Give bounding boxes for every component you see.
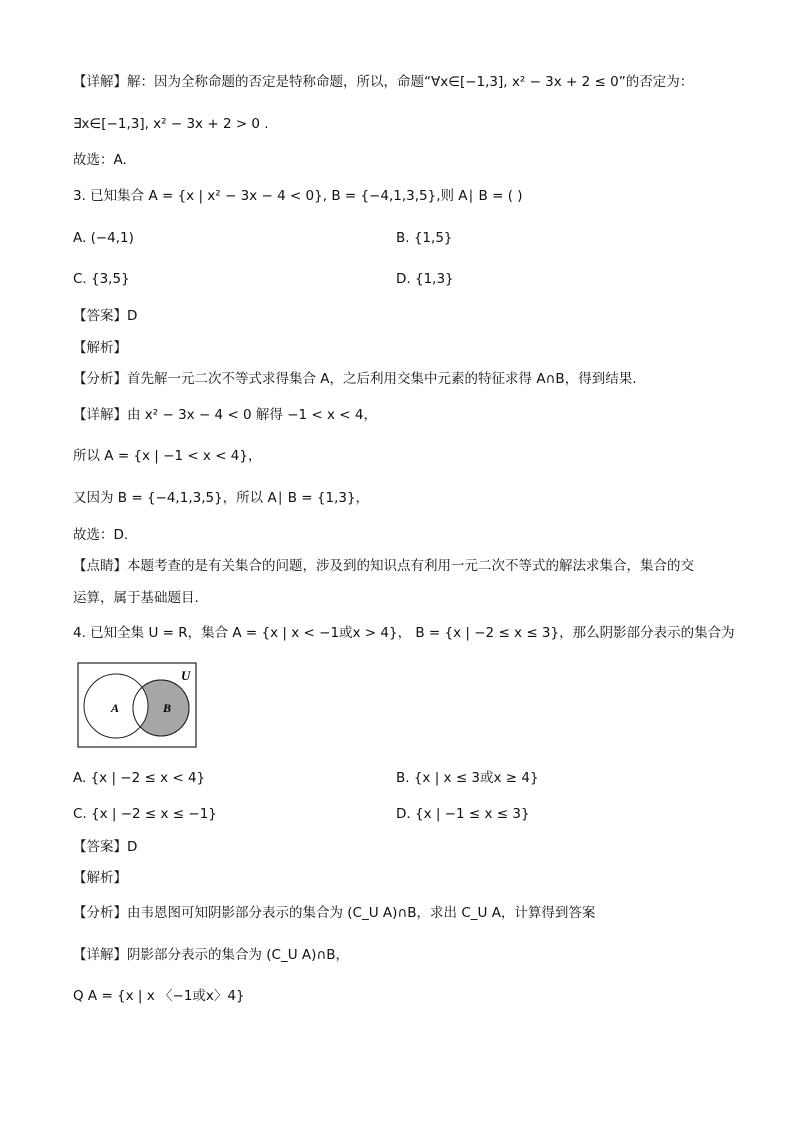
q3-option-b: B. {1,5}	[396, 230, 453, 246]
q3-comment-2: 运算，属于基础题目.	[73, 590, 199, 606]
q4-analysis: 【分析】由韦恩图可知阴影部分表示的集合为 (C_U A)∩B，求出 C_U A，计算得到答案	[73, 905, 596, 921]
q3-option-a: A. (−4,1)	[73, 230, 134, 246]
q4-detail-2: Q A = {x | x 〈−1或x〉4}	[73, 988, 245, 1004]
q3-detail-2: 所以 A = {x | −1 < x < 4}，	[73, 448, 262, 464]
question-4-stem: 4. 已知全集 U = R，集合 A = {x | x < −1或x > 4}， B = {x | −2 ≤ x ≤ 3}，那么阴影部分表示的集合为	[73, 625, 735, 641]
set-b-label: B	[163, 701, 172, 715]
q3-comment-1: 【点睛】本题考查的是有关集合的问题，涉及到的知识点有利用一元二次不等式的解法求集合，集合的交	[73, 558, 694, 574]
q3-option-c: C. {3,5}	[73, 271, 130, 287]
q4-detail-1: 【详解】阴影部分表示的集合为 (C_U A)∩B，	[73, 947, 350, 963]
answer-choice-q2: 故选：A.	[73, 152, 127, 168]
q4-option-a: A. {x | −2 ≤ x < 4}	[73, 770, 206, 786]
q3-analysis-heading: 【解析】	[73, 340, 127, 356]
universe-label: U	[181, 668, 191, 683]
set-a-label: A	[111, 701, 120, 715]
q3-answer: 【答案】D	[73, 308, 138, 324]
q4-answer: 【答案】D	[73, 839, 138, 855]
q3-choice: 故选：D.	[73, 527, 129, 543]
detail-line-1: 【详解】解：因为全称命题的否定是特称命题，所以，命题“∀x∈[−1,3], x² − 3x + 2 ≤ 0”的否定为：	[73, 74, 694, 90]
q3-option-d: D. {1,3}	[396, 271, 454, 287]
negation-result: ∃x∈[−1,3], x² − 3x + 2 > 0 .	[73, 116, 269, 132]
q3-detail-3: 又因为 B = {−4,1,3,5}，所以 A∣ B = {1,3}，	[73, 490, 370, 506]
q4-analysis-heading: 【解析】	[73, 870, 127, 886]
venn-diagram	[77, 662, 199, 750]
q4-option-b: B. {x | x ≤ 3或x ≥ 4}	[396, 770, 539, 786]
q4-option-c: C. {x | −2 ≤ x ≤ −1}	[73, 806, 217, 822]
q4-option-d: D. {x | −1 ≤ x ≤ 3}	[396, 806, 530, 822]
q3-analysis: 【分析】首先解一元二次不等式求得集合 A，之后利用交集中元素的特征求得 A∩B，得到结果.	[73, 371, 637, 387]
question-3-stem: 3. 已知集合 A = {x | x² − 3x − 4 < 0}, B = {−4,1,3,5},则 A∣ B = ( )	[73, 188, 523, 204]
q3-detail-1: 【详解】由 x² − 3x − 4 < 0 解得 −1 < x < 4，	[73, 407, 377, 423]
